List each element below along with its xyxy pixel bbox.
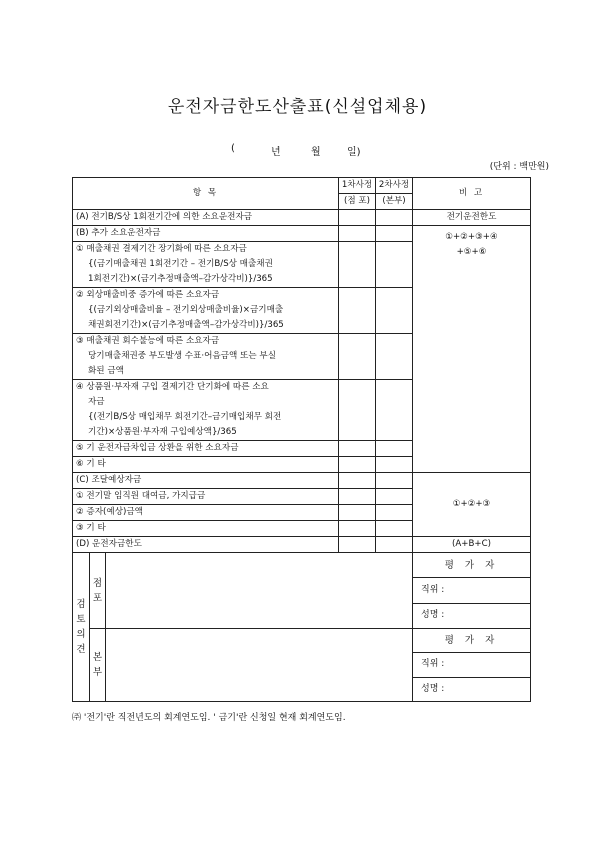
row-c2-second[interactable] <box>376 505 413 521</box>
row-a-label: (A) 전기B/S상 1회전기간에 의한 소요운전자금 <box>73 210 339 226</box>
hq-evaluator-title: 평 가 자 <box>413 629 530 653</box>
review-branch-row <box>73 553 531 629</box>
header-col2-b: (본부) <box>376 194 413 210</box>
b4-line3: {(전기B/S상 매입채무 회전기간–금기매입채무 회전 <box>88 412 282 422</box>
row-b6-first[interactable] <box>339 457 376 473</box>
row-b4-second[interactable] <box>376 380 413 441</box>
hq-name[interactable]: 성명 : <box>421 683 445 694</box>
date-day: 일) <box>347 147 361 158</box>
row-d-first[interactable] <box>339 537 376 553</box>
row-c-first[interactable] <box>339 473 376 489</box>
b2-line3: 채권회전기간)×(금기추정매출액–감가상각비)}/365 <box>88 320 284 330</box>
row-c2-first[interactable] <box>339 505 376 521</box>
row-c2-label: ② 증자(예상)금액 <box>73 505 339 521</box>
unit-label: (단위 : 백만원) <box>489 162 549 172</box>
branch-char-2: 포 <box>92 592 103 604</box>
row-c-label: (C) 조달예상자금 <box>73 473 339 489</box>
review-char-1: 검 <box>76 599 86 610</box>
date-month: 월 <box>311 147 321 158</box>
row-c3-second[interactable] <box>376 521 413 537</box>
row-b <box>73 226 531 242</box>
hq-evaluator <box>413 629 531 702</box>
b3-line3: 화된 금액 <box>88 366 124 376</box>
row-a <box>73 210 531 226</box>
row-b-first[interactable] <box>339 226 376 242</box>
b2-line2: {(금기외상매출비율 – 전기외상매출비율)×금기매출 <box>88 305 284 315</box>
b1-line2: {(금기매출채권 1회전기간 – 전기B/S상 매출채권 <box>88 259 273 269</box>
row-b-second[interactable] <box>376 226 413 242</box>
row-b2-second[interactable] <box>376 288 413 334</box>
row-d-note: (A+B+C) <box>413 537 531 553</box>
row-b3-label <box>73 334 339 380</box>
b3-line2: 당기매출채권중 부도발생 수표‧어음금액 또는 부실 <box>88 351 276 361</box>
row-b5-label: ⑤ 기 운전자금차입금 상환을 위한 소요자금 <box>73 441 339 457</box>
b-note-line2: +⑤+⑥ <box>456 247 487 257</box>
row-c1-label: ① 전기말 임직원 대여금, 가지급금 <box>73 489 339 505</box>
row-b-note <box>413 226 531 473</box>
hq-char-2: 부 <box>92 667 103 678</box>
review-char-4: 견 <box>76 644 86 655</box>
branch-label <box>90 553 106 629</box>
form-title: 운전자금한도산출표(신설업체용) <box>167 97 428 117</box>
branch-name[interactable]: 성명 : <box>421 610 445 621</box>
row-b6-second[interactable] <box>376 457 413 473</box>
branch-char-1: 점 <box>92 577 103 589</box>
row-b-label: (B) 추가 소요운전자금 <box>73 226 339 242</box>
b3-line1: ③ 매출채권 회수불능에 따른 소요자금 <box>76 336 220 346</box>
row-c-note: ①+②+③ <box>413 473 531 537</box>
b1-line3: 1회전기간)×(금기추정매출액–감가상각비)}/365 <box>88 274 273 284</box>
hq-opinion-area[interactable] <box>106 629 413 702</box>
date-year: 년 <box>271 147 281 158</box>
review-label <box>73 553 90 702</box>
row-b2-first[interactable] <box>339 288 376 334</box>
row-b1-second[interactable] <box>376 242 413 288</box>
hq-label <box>90 629 106 702</box>
header-col1-b: (점 포) <box>339 194 376 210</box>
review-char-2: 토 <box>76 614 86 625</box>
footnote: ㈜ '전기'란 직전년도의 회계연도임. ' 금기'란 신청일 현재 회계연도임. <box>72 713 346 723</box>
row-b6-label: ⑥ 기 타 <box>73 457 339 473</box>
review-hq-row <box>73 629 531 702</box>
row-a-first[interactable] <box>339 210 376 226</box>
row-c1-first[interactable] <box>339 489 376 505</box>
row-b4-first[interactable] <box>339 380 376 441</box>
branch-evaluator-title: 평 가 자 <box>413 553 530 578</box>
branch-position[interactable]: 직위 : <box>413 578 530 603</box>
branch-opinion-area[interactable] <box>106 553 413 629</box>
limit-table <box>72 177 531 702</box>
row-c1-second[interactable] <box>376 489 413 505</box>
hq-position[interactable]: 직위 : <box>413 653 530 677</box>
b4-line4: 기간)×상품원‧부자재 구입예상액}/365 <box>88 427 237 437</box>
date-open: ( <box>231 143 235 154</box>
row-c3-first[interactable] <box>339 521 376 537</box>
header-remarks: 비 고 <box>413 178 531 210</box>
b4-line2: 자금 <box>88 397 105 407</box>
row-b1-label <box>73 242 339 288</box>
header-row <box>73 178 531 194</box>
row-b4-label <box>73 380 339 441</box>
row-a-note: 전기운전한도 <box>413 210 531 226</box>
b1-line1: ① 매출채권 결제기간 장기화에 따른 소요자금 <box>76 244 247 254</box>
b4-line1: ④ 상품원‧부자재 구입 결제기간 단기화에 따른 소요 <box>76 382 269 392</box>
row-b5-first[interactable] <box>339 441 376 457</box>
row-d-second[interactable] <box>376 537 413 553</box>
row-b1-first[interactable] <box>339 242 376 288</box>
row-b3-first[interactable] <box>339 334 376 380</box>
row-d-label: (D) 운전자금한도 <box>73 537 339 553</box>
row-c <box>73 473 531 489</box>
branch-evaluator <box>413 553 531 629</box>
header-col2-a: 2차사정 <box>376 178 413 194</box>
row-c-second[interactable] <box>376 473 413 489</box>
row-b5-second[interactable] <box>376 441 413 457</box>
row-b2-label <box>73 288 339 334</box>
hq-char-1: 본 <box>92 652 103 663</box>
row-b3-second[interactable] <box>376 334 413 380</box>
row-d <box>73 537 531 553</box>
review-char-3: 의 <box>76 629 86 640</box>
b2-line1: ② 외상매출비중 증가에 따른 소요자금 <box>76 290 220 300</box>
header-item: 항 목 <box>73 178 339 210</box>
row-c3-label: ③ 기 타 <box>73 521 339 537</box>
header-col1-a: 1차사정 <box>339 178 376 194</box>
row-a-second[interactable] <box>376 210 413 226</box>
b-note-line1: ①+②+③+④ <box>445 232 498 242</box>
